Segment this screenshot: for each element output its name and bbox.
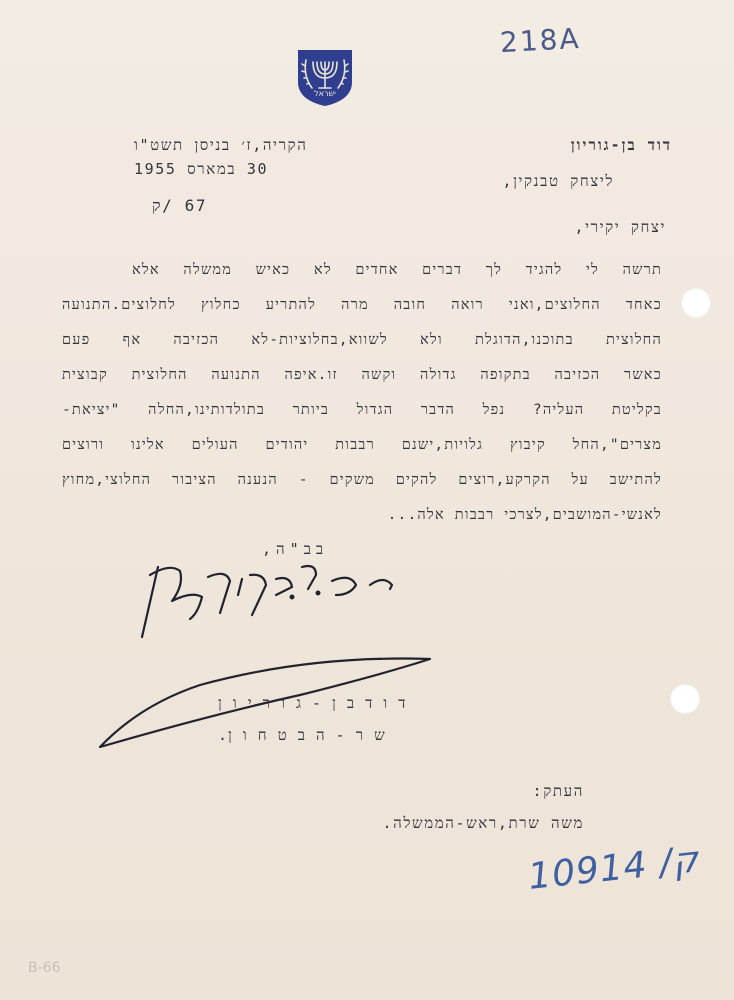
salutation: יצחק יקירי, [574, 218, 666, 236]
gregorian-date: 30 במארס 1955 [134, 160, 269, 178]
body-line: לאנשי-המושבים,לצרכי רבבות אלה... [387, 507, 662, 523]
recipient: ליצחק טבנקין, [502, 172, 614, 190]
reference-number: 67 /ק [152, 196, 208, 215]
hebrew-dateline: הקריה,ז׳ בניסן תשט"ו [134, 136, 308, 154]
body-line: כאחד החלוצים,ואני רואה חובה מרה להתריע כחלוץ לחלוצים.התנועה [62, 297, 662, 313]
body-line: להתישב על הקרקע,רוצים להקים משקים - הנענה הציבור החלוצי,מחוץ [62, 472, 662, 488]
body-line: תרשה לי להגיד לך דברים אחדים לא כאיש ממשלה אלא [132, 262, 662, 278]
body-line: מצרים",החל קיבוץ גלויות,ישנם רבבות יהודים העולים אלינו ורוצים [62, 437, 662, 453]
sender-name: דוד בן-גוריון [570, 136, 672, 154]
signer-name: ד ו ד ב ן - ג ו ר י ו ן [218, 694, 407, 712]
punch-hole-top [681, 288, 711, 318]
archive-mark: 218A [499, 21, 582, 60]
emblem-caption: ישראל [314, 89, 336, 98]
body-line: החלוצית בתוכנו,הדוגלת ולא לשווא,בחלוציות-לא הכזיבה אף פעם [62, 332, 662, 348]
menorah-emblem-icon [294, 48, 356, 108]
signer-title: ש ר - ה ב ט ח ו ן. [218, 726, 386, 744]
handwritten-note: 10914 /ק [526, 839, 702, 898]
body-line: כאשר הכזיבה בתקופה גדולה וקשה זו.איפה התנועה החלוצית קבוצית [62, 367, 662, 383]
closing: בב"ה, [262, 540, 329, 558]
handwritten-signature [80, 555, 460, 755]
punch-hole-bottom [670, 684, 700, 714]
copy-recipient: משה שרת,ראש-הממשלה. [382, 814, 584, 832]
body-line: בקליטת העליה? נפל הדבר הגדול ביותר בתולדותינו,החלה "יציאת- [62, 402, 662, 418]
corner-mark: B-66 [28, 960, 61, 976]
copy-label: העתק: [532, 782, 584, 800]
